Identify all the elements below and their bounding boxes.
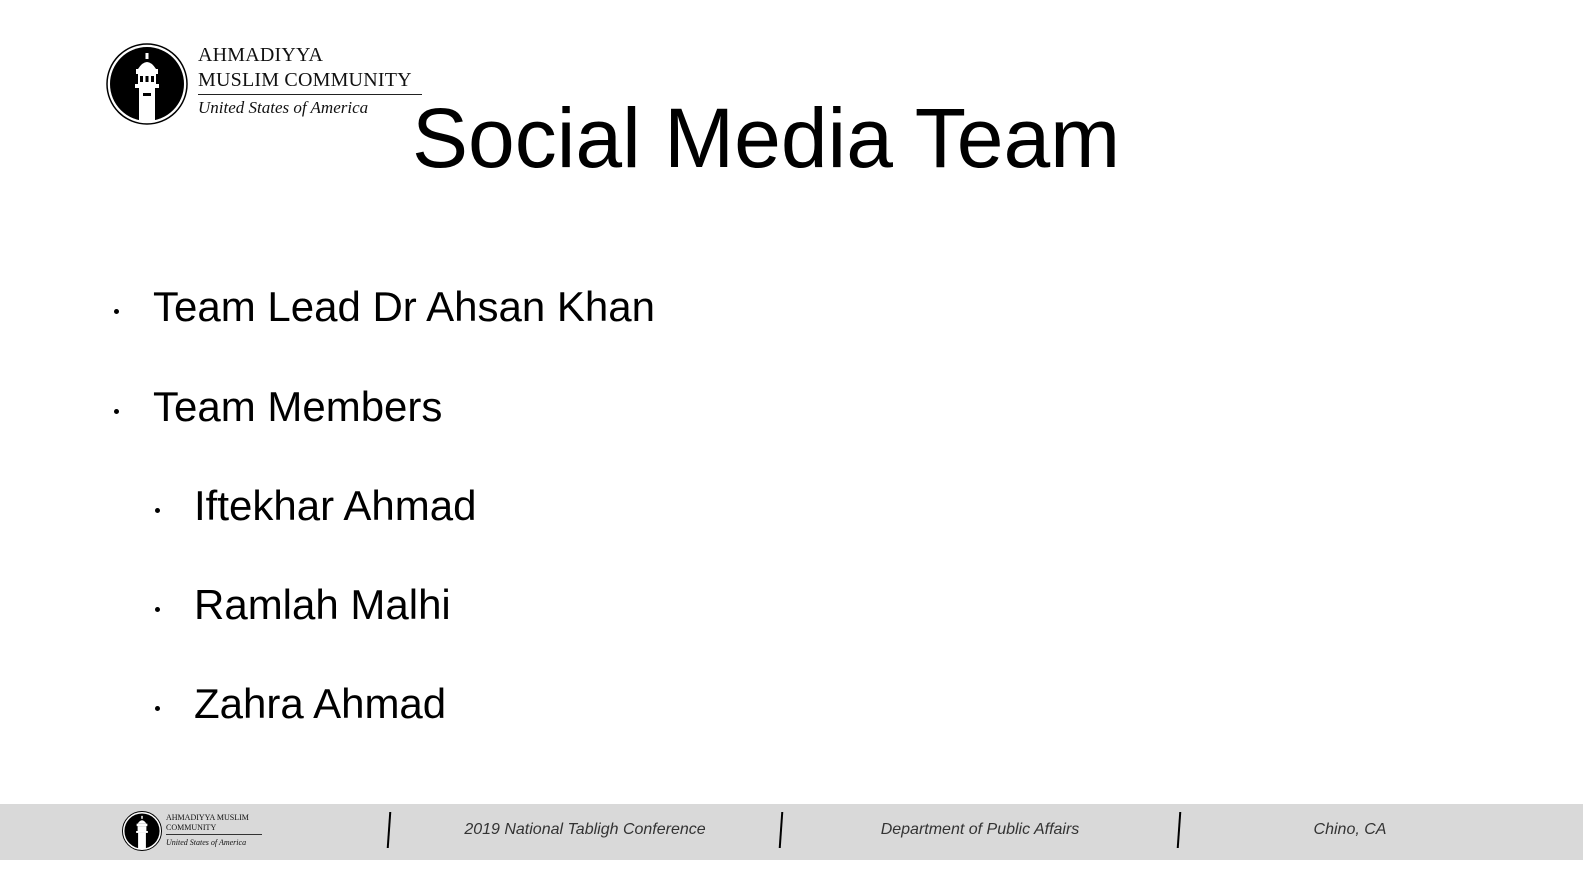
slide-footer: [0, 804, 1583, 860]
footer-location: Chino, CA: [1313, 821, 1387, 838]
footer-logo-line-1: AHMADIYYA MUSLIM: [166, 813, 249, 822]
footer-divider: [1177, 812, 1182, 848]
sub-bullet-item: Iftekhar Ahmad: [194, 482, 477, 529]
footer-logo-line-3: United States of America: [166, 838, 247, 847]
footer-logo: [122, 811, 272, 853]
sub-bullet-item: Ramlah Malhi: [194, 581, 451, 628]
sub-bullet-marker: [155, 706, 160, 711]
bullet-marker: [114, 309, 119, 314]
sub-bullet-item: Zahra Ahmad: [194, 680, 447, 727]
footer-conference: 2019 National Tabligh Conference: [464, 821, 706, 838]
bullet-item: Team Members: [153, 383, 443, 430]
footer-divider: [779, 812, 784, 848]
sub-bullet-marker: [155, 607, 160, 612]
logo-line-2: MUSLIM COMMUNITY: [198, 69, 412, 91]
footer-department: Department of Public Affairs: [880, 821, 1080, 838]
bullet-marker: [114, 409, 119, 414]
minaret-seal-icon: [122, 811, 162, 851]
sub-bullet-marker: [155, 508, 160, 513]
footer-logo-line-2: COMMUNITY: [166, 823, 217, 832]
footer-logo-divider: [166, 834, 262, 835]
logo-text: [198, 43, 426, 118]
logo-line-1: AHMADIYYA: [198, 44, 324, 66]
slide-title: Social Media Team: [412, 91, 1121, 185]
footer-divider: [387, 812, 392, 848]
community-logo: [106, 43, 436, 127]
footer-logo-text: [166, 813, 266, 848]
minaret-seal-icon: [106, 43, 188, 125]
logo-divider: [198, 94, 422, 95]
logo-line-3: United States of America: [198, 98, 369, 117]
bullet-item: Team Lead Dr Ahsan Khan: [153, 283, 655, 330]
